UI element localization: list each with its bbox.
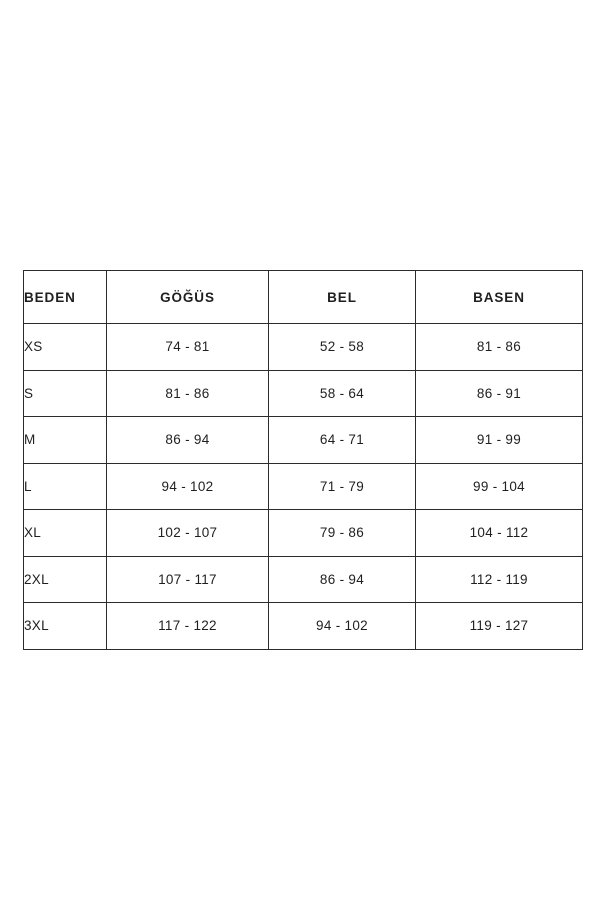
cell-hip: 86 - 91 (416, 370, 583, 417)
cell-size: S (24, 370, 107, 417)
cell-chest: 107 - 117 (107, 556, 269, 603)
cell-waist: 86 - 94 (269, 556, 416, 603)
cell-chest: 117 - 122 (107, 603, 269, 650)
cell-size: M (24, 417, 107, 464)
cell-waist: 58 - 64 (269, 370, 416, 417)
cell-waist: 52 - 58 (269, 324, 416, 371)
cell-waist: 94 - 102 (269, 603, 416, 650)
column-header-waist: BEL (269, 271, 416, 324)
cell-chest: 74 - 81 (107, 324, 269, 371)
cell-hip: 91 - 99 (416, 417, 583, 464)
table-row (24, 463, 583, 510)
column-header-chest: GÖĞÜS (107, 271, 269, 324)
cell-size: XS (24, 324, 107, 371)
table-row (24, 324, 583, 371)
cell-waist: 79 - 86 (269, 510, 416, 557)
table-row (24, 603, 583, 650)
cell-hip: 99 - 104 (416, 463, 583, 510)
cell-chest: 94 - 102 (107, 463, 269, 510)
cell-hip: 81 - 86 (416, 324, 583, 371)
cell-hip: 112 - 119 (416, 556, 583, 603)
cell-chest: 102 - 107 (107, 510, 269, 557)
cell-size: L (24, 463, 107, 510)
table-row (24, 556, 583, 603)
size-chart-table (23, 270, 583, 650)
column-header-hip: BASEN (416, 271, 583, 324)
cell-chest: 81 - 86 (107, 370, 269, 417)
size-chart-container (23, 270, 578, 650)
table-header-row (24, 271, 583, 324)
cell-waist: 64 - 71 (269, 417, 416, 464)
cell-size: 2XL (24, 556, 107, 603)
table-body (24, 324, 583, 650)
column-header-size: BEDEN (24, 271, 107, 324)
cell-hip: 119 - 127 (416, 603, 583, 650)
cell-waist: 71 - 79 (269, 463, 416, 510)
table-row (24, 370, 583, 417)
table-header (24, 271, 583, 324)
cell-size: XL (24, 510, 107, 557)
cell-chest: 86 - 94 (107, 417, 269, 464)
cell-size: 3XL (24, 603, 107, 650)
table-row (24, 510, 583, 557)
cell-hip: 104 - 112 (416, 510, 583, 557)
table-row (24, 417, 583, 464)
